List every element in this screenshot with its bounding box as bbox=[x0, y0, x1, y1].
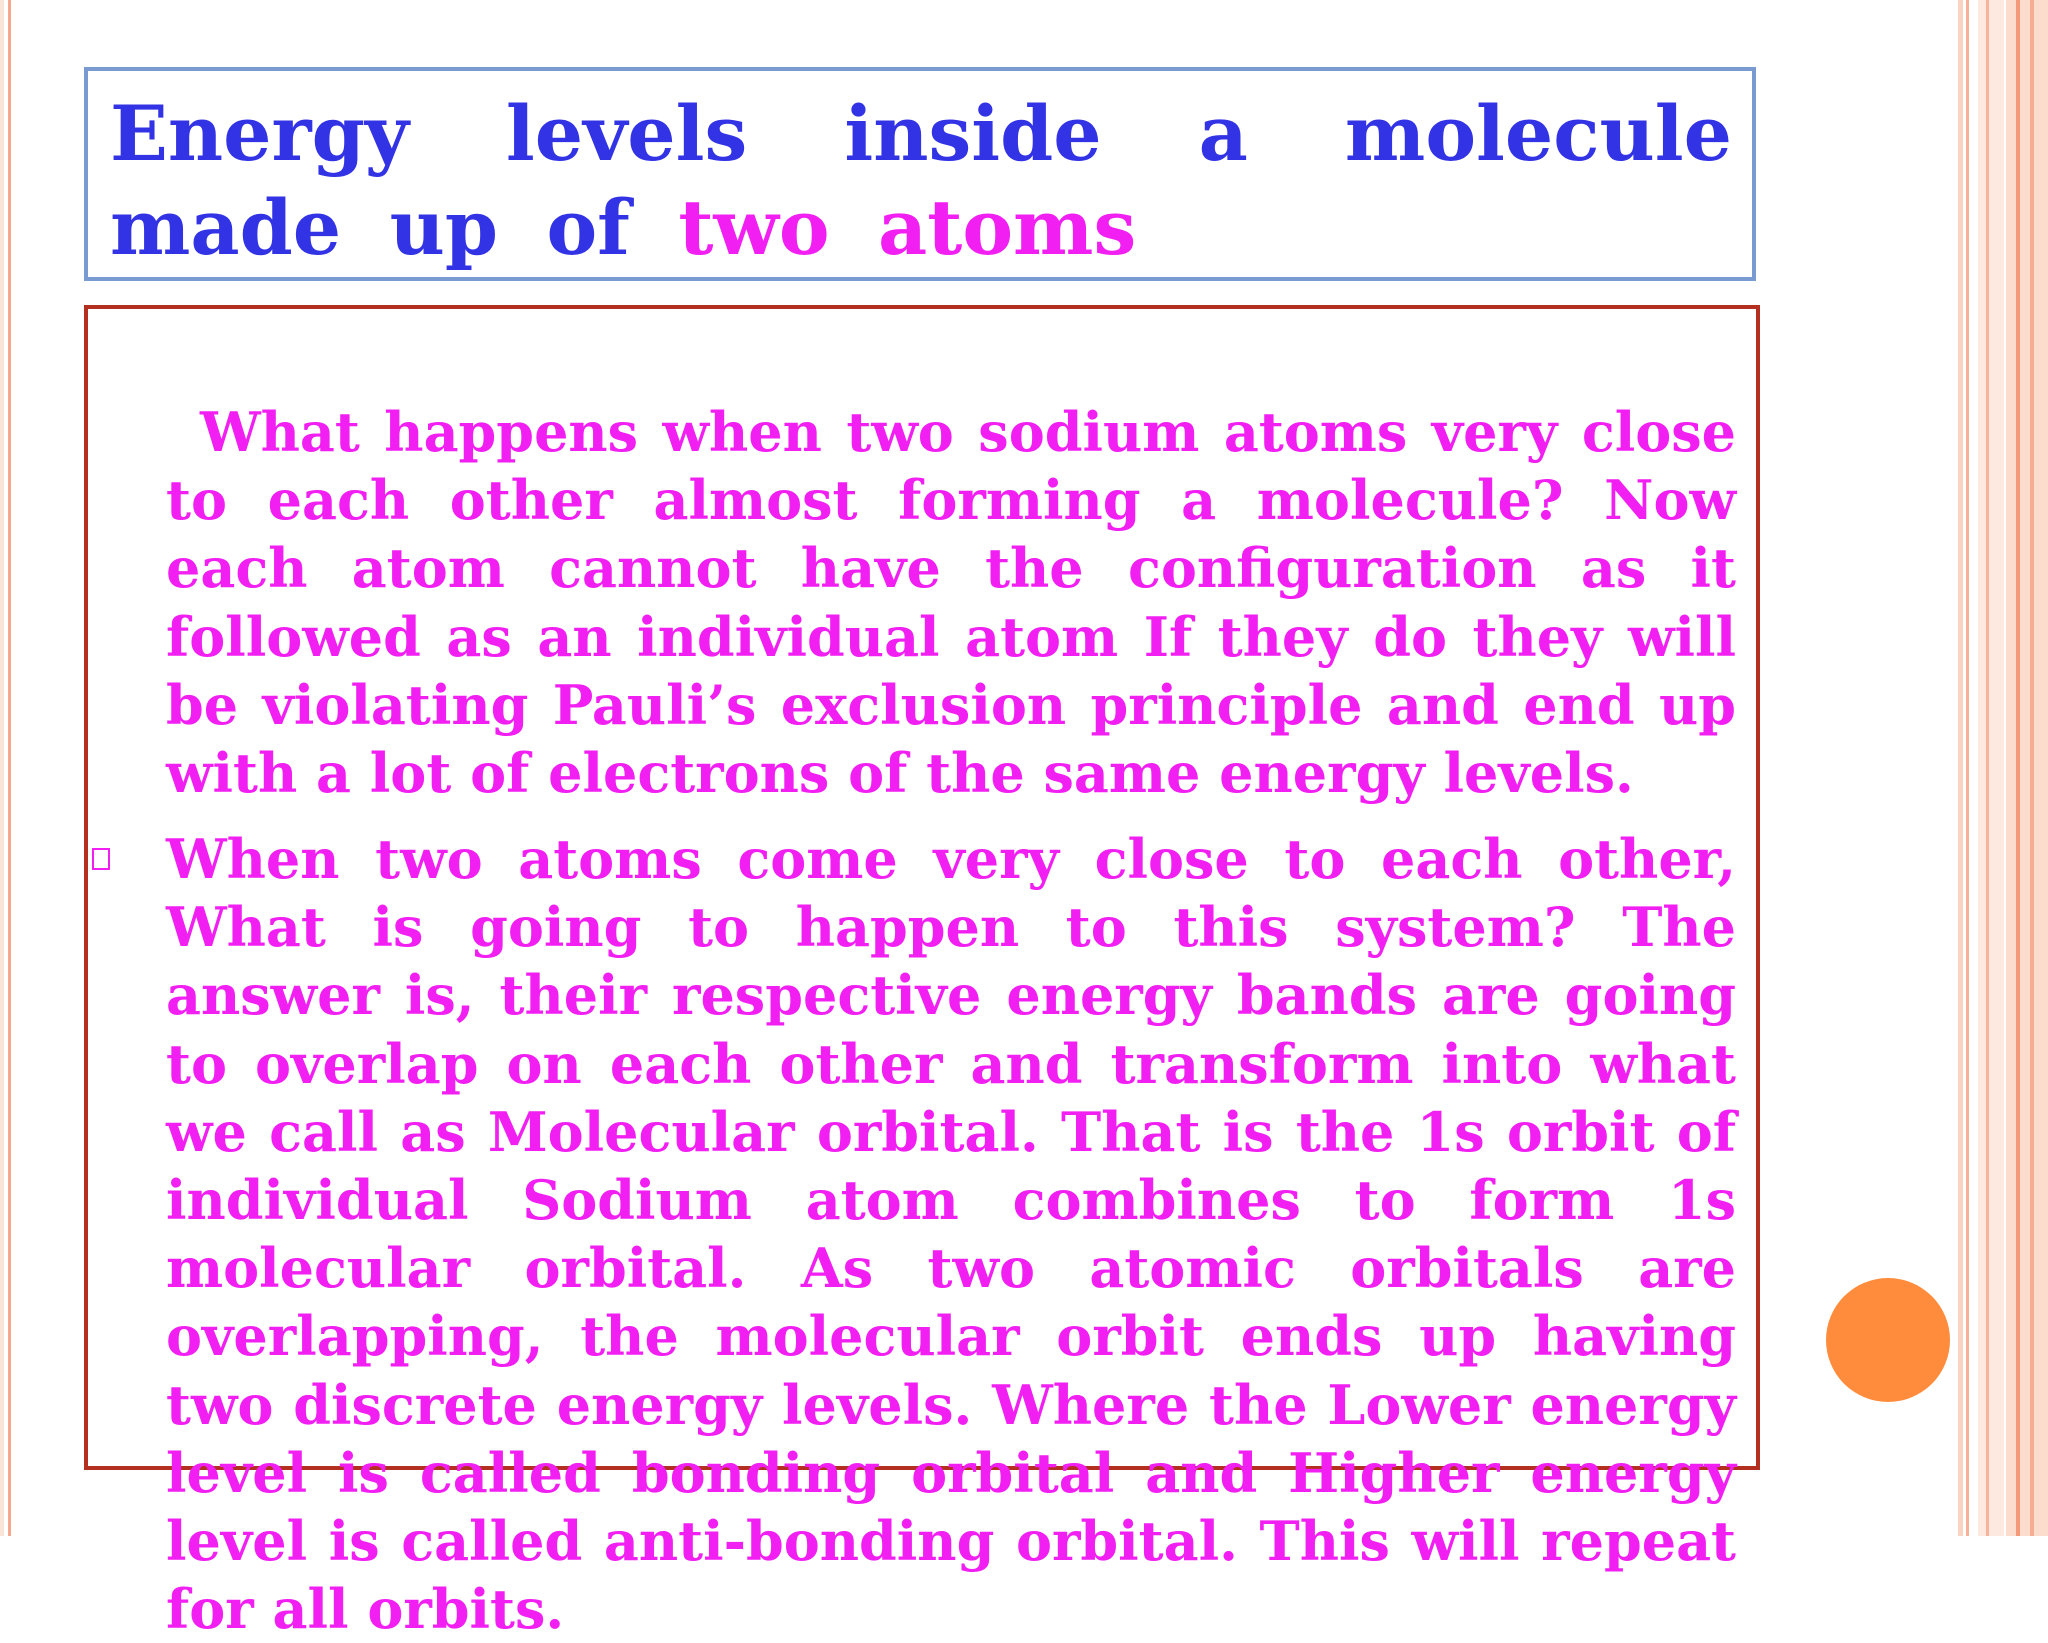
orange-circle-decoration bbox=[1826, 1278, 1950, 1402]
body-paragraph-1: What happens when two sodium atoms very close to each other almost forming a molecule? Now each atom cannot have the configuration as it followed as an individual atom If they do they will be violating Pauli’s exclusion principle and end up with a lot of electrons of the same energy levels. bbox=[166, 400, 1736, 806]
title-accent-text: two atoms bbox=[678, 183, 1137, 272]
right-edge-band-7 bbox=[2030, 0, 2034, 1536]
title-box bbox=[84, 67, 1756, 281]
right-edge-band-6 bbox=[2016, 0, 2020, 1536]
left-edge-line bbox=[8, 0, 11, 1536]
right-edge-band-2 bbox=[1966, 0, 1969, 1536]
left-edge-stripe bbox=[0, 0, 4, 1536]
missing-glyph-box-icon bbox=[92, 848, 110, 870]
right-edge-band-1 bbox=[1958, 0, 1963, 1536]
right-edge-band-3 bbox=[1978, 0, 2004, 1536]
title-main-text: Energy levels inside a molecule made up of bbox=[110, 89, 1732, 272]
body-paragraph-2: When two atoms come very close to each other, What is going to happen to this system? The answer is, their respective energy bands are going to overlap on each other and transform into what we call as Molecular orbital. That is the 1s orbit of individual Sodium atom combines to form 1s molecular orbital. As two atomic orbitals are overlapping, the molecular orbit ends up having two discrete energy levels. Where the Lower energy level is called bonding orbital and Higher energy level is called anti-bonding orbital. This will repeat for all orbits. bbox=[166, 827, 1736, 1642]
slide-title bbox=[110, 87, 1732, 275]
right-edge-band-5 bbox=[2006, 0, 2048, 1536]
right-edge-band-4 bbox=[1986, 0, 1989, 1536]
